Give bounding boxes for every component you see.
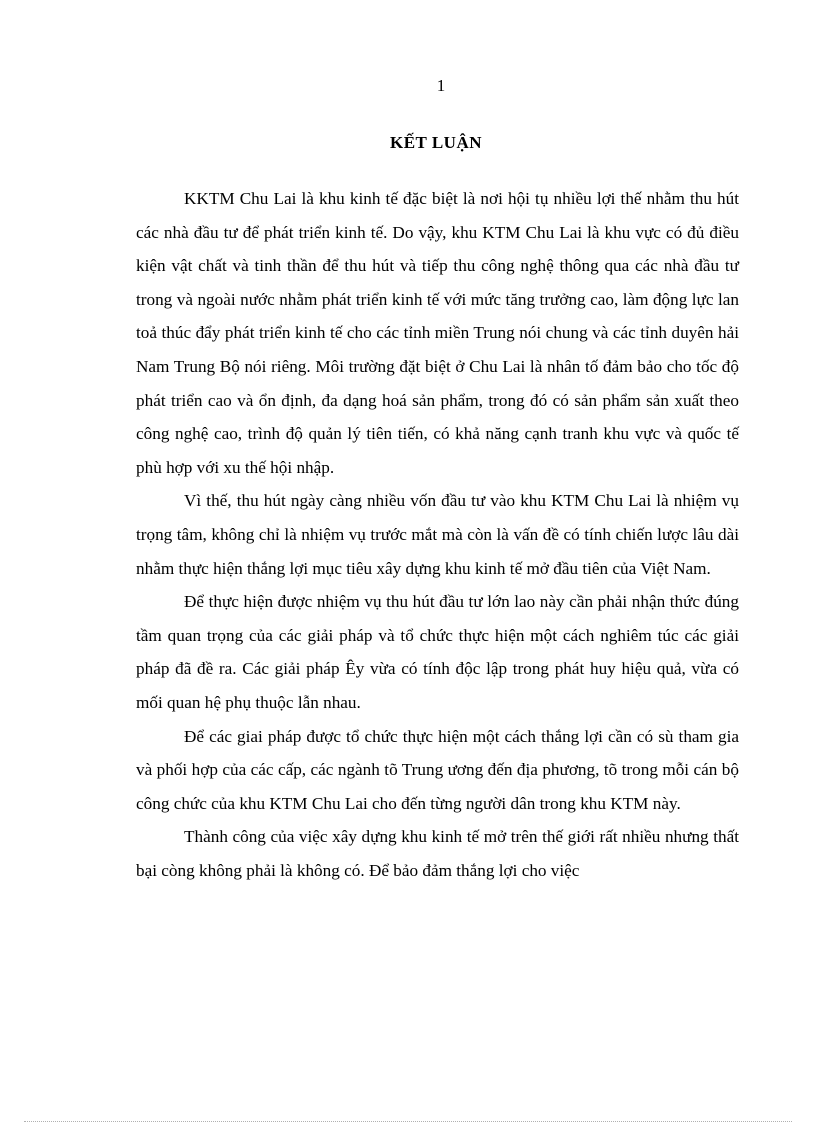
page-title: KẾT LUẬN xyxy=(389,133,482,152)
paragraph-5: Thành công của việc xây dựng khu kinh tế mở trên thế giới rất nhiều nhưng thất bại còng không phải là không có. Để bảo đảm thắng lợi cho việc xyxy=(136,827,739,880)
document-body xyxy=(136,182,739,887)
paragraph-1: KKTM Chu Lai là khu kinh tế đặc biệt là nơi hội tụ nhiều lợi thế nhằm thu hút các nhà đầu tư để phát triển kinh tế. Do vậy, khu KTM Chu Lai là khu vực có đủ điều kiện vật chất và tinh thần để thu hút và tiếp thu công nghệ thông qua các nhà đầu tư trong và ngoài nước nhằm phát triển kinh tế với mức tăng trưởng cao, làm động lực lan toả thúc đẩy phát triển kinh tế cho các tỉnh miền Trung nói chung và các tỉnh duyên hải Nam Trung Bộ nói riêng. Môi trường đặt biệt ở Chu Lai là nhân tố đảm bảo cho tốc độ phát triển cao và ổn định, đa dạng hoá sản phẩm, trong đó có sản phẩm sản xuất theo công nghệ cao, trình độ quản lý tiên tiến, có khả năng cạnh tranh khu vực và quốc tế phù hợp với xu thế hội nhập. xyxy=(136,189,739,477)
paragraph-2: Vì thế, thu hút ngày càng nhiều vốn đầu tư vào khu KTM Chu Lai là nhiệm vụ trọng tâm, không chỉ là nhiệm vụ trước mắt mà còn là vấn đề có tính chiến lược lâu dài nhằm thực hiện thắng lợi mục tiêu xây dựng khu kinh tế mở đầu tiên của Việt Nam. xyxy=(136,491,739,578)
page-bottom-divider xyxy=(24,1121,792,1122)
paragraph-4: Để các giai pháp được tổ chức thực hiện một cách thắng lợi cần có sù tham gia và phối hợp của các cấp, các ngành tõ Trung ương đến địa phương, tõ trong mỗi cán bộ công chức của khu KTM Chu Lai cho đến từng người dân trong khu KTM này. xyxy=(136,726,739,813)
paragraph-3: Để thực hiện được nhiệm vụ thu hút đầu tư lớn lao này cần phải nhận thức đúng tầm quan trọng của các giải pháp và tổ chức thực hiện một cách nghiêm túc các giải pháp đã đề ra. Các giải pháp Êy vừa có tính độc lập trong phát huy hiệu quả, vừa có mối quan hệ phụ thuộc lẫn nhau. xyxy=(136,592,739,712)
page-number: 1 xyxy=(436,76,446,95)
